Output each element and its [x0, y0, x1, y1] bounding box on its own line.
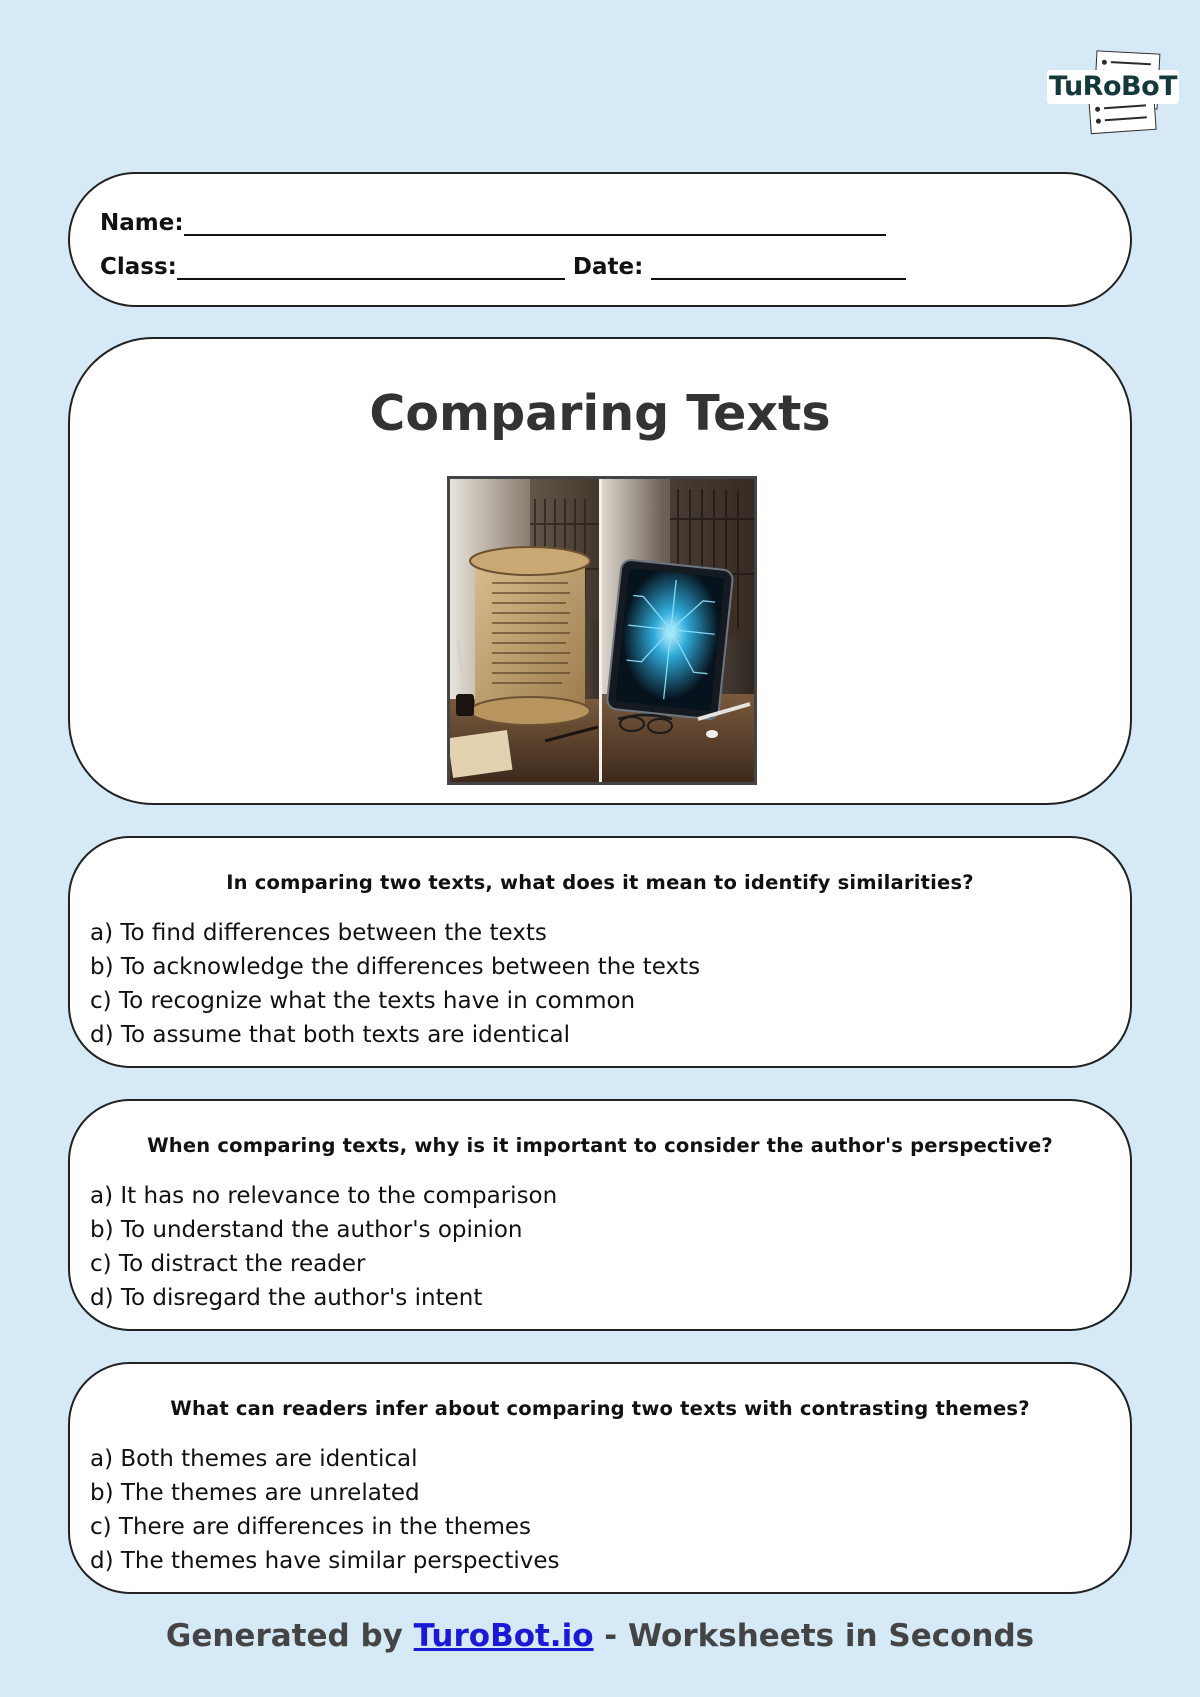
option-1d[interactable]: d) To assume that both texts are identical [90, 1022, 570, 1048]
option-2b[interactable]: b) To understand the author's opinion [90, 1217, 523, 1243]
option-3c[interactable]: c) There are differences in the themes [90, 1514, 531, 1540]
name-label: Name: [100, 210, 184, 236]
footer-suffix: - Worksheets in Seconds [593, 1618, 1035, 1654]
question-card-1 [68, 836, 1132, 1068]
worksheet-title: Comparing Texts [369, 385, 831, 442]
option-1b[interactable]: b) To acknowledge the differences between the texts [90, 954, 701, 980]
option-3a[interactable]: a) Both themes are identical [90, 1446, 418, 1472]
question-card-3 [68, 1362, 1132, 1594]
student-info-box [68, 172, 1132, 307]
name-blank[interactable] [184, 216, 886, 236]
class-date-row [100, 254, 906, 280]
option-3d[interactable]: d) The themes have similar perspectives [90, 1548, 560, 1574]
option-2d[interactable]: d) To disregard the author's intent [90, 1285, 483, 1311]
name-row [100, 210, 886, 236]
options-list-3 [90, 1442, 559, 1578]
footer-credit [0, 1618, 1200, 1654]
option-1c[interactable]: c) To recognize what the texts have in common [90, 988, 636, 1014]
logo-wordmark: TuRoBoT [1049, 71, 1178, 102]
class-label: Class: [100, 254, 177, 280]
options-list-2 [90, 1179, 557, 1315]
option-2c[interactable]: c) To distract the reader [90, 1251, 366, 1277]
turobot-logo [1045, 52, 1178, 136]
title-box [68, 337, 1132, 805]
option-3b[interactable]: b) The themes are unrelated [90, 1480, 420, 1506]
date-blank[interactable] [651, 260, 906, 280]
question-text-3: What can readers infer about comparing two texts with contrasting themes? [170, 1397, 1030, 1420]
options-list-1 [90, 916, 700, 1052]
option-1a[interactable]: a) To find differences between the texts [90, 920, 547, 946]
turobot-link[interactable]: TuroBot.io [413, 1618, 594, 1654]
question-text-1: In comparing two texts, what does it mean to identify similarities? [226, 871, 974, 894]
date-label: Date: [572, 254, 644, 280]
footer-prefix: Generated by [165, 1618, 414, 1654]
question-card-2 [68, 1099, 1132, 1331]
class-blank[interactable] [177, 260, 565, 280]
scroll-vs-tablet-illustration [447, 476, 757, 785]
option-2a[interactable]: a) It has no relevance to the comparison [90, 1183, 558, 1209]
question-text-2: When comparing texts, why is it important to consider the author's perspective? [147, 1134, 1053, 1157]
